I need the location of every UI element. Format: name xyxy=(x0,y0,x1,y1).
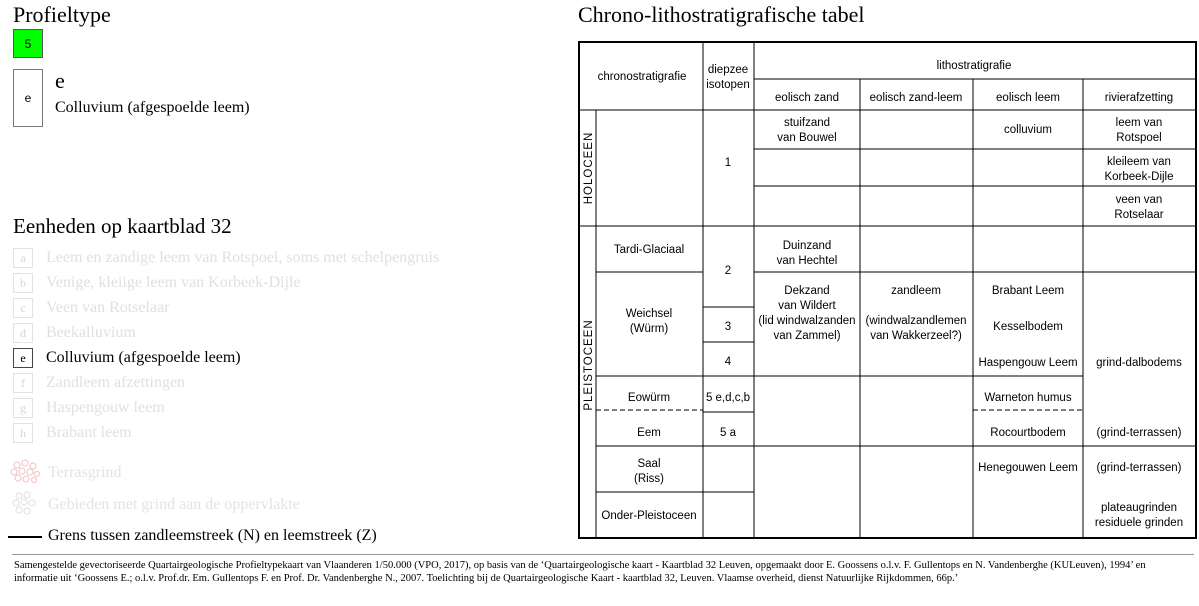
unit-item-a xyxy=(13,247,439,269)
chrono-litho-table-grid xyxy=(580,43,1195,537)
unit-code-box: a xyxy=(13,248,33,268)
unit-code-box: g xyxy=(13,398,33,418)
footer-source-note: Samengestelde gevectoriseerde Quartairgeologische Profieltypekaart van Vlaanderen 1/50.000 (VPO, 2017), op basis van de ‘Quartairgeologische kaart - Kaartblad 32 Leuven, opgemaakt door E. Goossens o.l.v. F. Gullentops en N. Vandenberghe (KULeuven), 1994’ en informatie uit ‘Goossens E.; o.l.v. Prof.dr. Em. Gullentops F. en Prof. Dr. Vandenberghe N., 2007. Toelichting bij de Quartairgeologische Kaart - kaartblad 32, Leuven. Vlaamse overheid, dienst Natuurlijke Rijkdommen, 66p.’ xyxy=(14,560,1146,585)
isotope-4: 4 xyxy=(724,356,732,368)
cell-rotspoel: Rotspoel xyxy=(1116,132,1162,144)
cell-windwalzandlemen: (windwalzandlemen xyxy=(865,315,967,327)
isotope-5-ebcd: 5 e,d,c,b xyxy=(705,392,751,404)
unit-label: Haspengouw leem xyxy=(46,399,165,416)
boundary-line-label: Grens tussen zandleemstreek (N) en leemstreek (Z) xyxy=(48,527,377,544)
unit-label: Venige, kleiige leem van Korbeek-Dijle xyxy=(46,274,301,291)
profile-type-swatch-label: 5 xyxy=(24,36,32,51)
boundary-line-symbol xyxy=(8,536,42,538)
cell-korbeek-dijle: Korbeek-Dijle xyxy=(1104,171,1174,183)
header-eolisch-zand: eolisch zand xyxy=(775,92,839,104)
unit-label: Brabant leem xyxy=(46,424,132,441)
unit-label: Leem en zandige leem van Rotspoel, soms met schelpengruis xyxy=(46,249,440,266)
cell-plateaugrinden: plateaugrinden xyxy=(1100,502,1178,514)
cell-leem-van: leem van xyxy=(1115,117,1163,129)
period-onder-pleistoceen: Onder-Pleistoceen xyxy=(601,510,697,522)
cell-henegouwen-leem: Henegouwen Leem xyxy=(978,462,1078,474)
cell-residuele-grinden: residuele grinden xyxy=(1094,517,1184,529)
header-chronostratigrafie: chronostratigrafie xyxy=(597,71,687,83)
header-diepzee: diepzee xyxy=(707,64,749,76)
unit-e-heading: e xyxy=(55,68,65,93)
unit-item-b xyxy=(13,272,301,294)
cell-rocourtbodem: Rocourtbodem xyxy=(990,427,1066,439)
unit-code-box: e xyxy=(13,348,33,368)
header-eolisch-leem: eolisch leem xyxy=(996,92,1060,104)
isotope-1: 1 xyxy=(724,157,732,169)
cell-kesselbodem: Kesselbodem xyxy=(993,321,1063,333)
unit-item-d xyxy=(13,322,136,344)
footer-divider xyxy=(12,554,1194,555)
terrasgrind-icon xyxy=(8,457,42,487)
unit-item-c xyxy=(13,297,170,319)
cell-lid-windwalzanden: (lid windwalzanden xyxy=(758,315,856,327)
cell-van-bouwel: van Bouwel xyxy=(777,132,837,144)
unit-item-h xyxy=(13,422,132,444)
cell-grind-dalbodems: grind-dalbodems xyxy=(1096,357,1182,369)
chrono-litho-table xyxy=(578,41,1197,539)
unit-item-g xyxy=(13,397,165,419)
unit-e-box-label: e xyxy=(24,91,32,105)
unit-label: Colluvium (afgespoelde leem) xyxy=(46,349,241,366)
cell-van-wildert: van Wildert xyxy=(778,300,836,312)
unit-code-box: b xyxy=(13,273,33,293)
era-pleistoceen: PLEISTOCEEN xyxy=(583,319,595,411)
header-lithostratigrafie: lithostratigrafie xyxy=(936,60,1012,72)
period-eem: Eem xyxy=(637,427,661,439)
unit-code-box: d xyxy=(13,323,33,343)
cell-duinzand: Duinzand xyxy=(782,240,832,252)
grind-surface-icon xyxy=(8,489,42,519)
cell-zandleem: zandleem xyxy=(891,285,941,297)
cell-van-hechtel: van Hechtel xyxy=(776,255,838,267)
unit-code-box: c xyxy=(13,298,33,318)
cell-grind-terrassen-saal: (grind-terrassen) xyxy=(1096,462,1182,474)
period-tardi-glaciaal: Tardi-Glaciaal xyxy=(613,244,685,256)
cell-kleileem-van: kleileem van xyxy=(1107,156,1171,168)
period-saal: Saal xyxy=(637,458,661,470)
period-wurm: (Würm) xyxy=(629,323,669,335)
period-weichsel: Weichsel xyxy=(625,308,673,320)
cell-warneton-humus: Warneton humus xyxy=(984,392,1072,404)
unit-e-box xyxy=(13,69,43,127)
header-rivierafzetting: rivierafzetting xyxy=(1104,92,1174,104)
isotope-3: 3 xyxy=(724,321,732,333)
cell-stuifzand: stuifzand xyxy=(783,117,831,129)
cell-colluvium: colluvium xyxy=(1004,124,1052,136)
isotope-5a: 5 a xyxy=(720,427,736,439)
cell-brabant-leem: Brabant Leem xyxy=(991,285,1065,297)
cell-dekzand: Dekzand xyxy=(784,285,830,297)
units-title: Eenheden op kaartblad 32 xyxy=(13,214,232,238)
unit-code-box: h xyxy=(13,423,33,443)
period-riss: (Riss) xyxy=(633,473,665,485)
table-title: Chrono-lithostratigrafische tabel xyxy=(578,2,865,27)
cell-van-zammel: van Zammel) xyxy=(773,330,841,342)
cell-veen-van: veen van xyxy=(1115,194,1163,206)
terrasgrind-label: Terrasgrind xyxy=(48,464,122,481)
profile-type-title: Profieltype xyxy=(13,2,111,27)
unit-label: Veen van Rotselaar xyxy=(46,299,170,316)
unit-item-e xyxy=(13,347,241,369)
unit-code-box: f xyxy=(13,373,33,393)
grind-surface-label: Gebieden met grind aan de oppervlakte xyxy=(48,496,300,513)
isotope-2: 2 xyxy=(724,265,732,277)
unit-item-f xyxy=(13,372,185,394)
header-isotopen: isotopen xyxy=(706,79,750,91)
unit-label: Zandleem afzettingen xyxy=(46,374,186,391)
header-eolisch-zand-leem: eolisch zand-leem xyxy=(869,92,963,104)
profile-type-swatch xyxy=(13,29,43,58)
cell-haspengouw-leem: Haspengouw Leem xyxy=(978,357,1078,369)
unit-e-description: Colluvium (afgespoelde leem) xyxy=(55,99,250,116)
cell-van-wakkerzeel: van Wakkerzeel?) xyxy=(870,330,962,342)
period-eowurm: Eowürm xyxy=(627,392,671,404)
era-holoceen: HOLOCEEN xyxy=(583,131,595,205)
cell-grind-terrassen-eem: (grind-terrassen) xyxy=(1096,427,1182,439)
unit-label: Beekalluvium xyxy=(46,324,136,341)
cell-rotselaar: Rotselaar xyxy=(1114,209,1164,221)
